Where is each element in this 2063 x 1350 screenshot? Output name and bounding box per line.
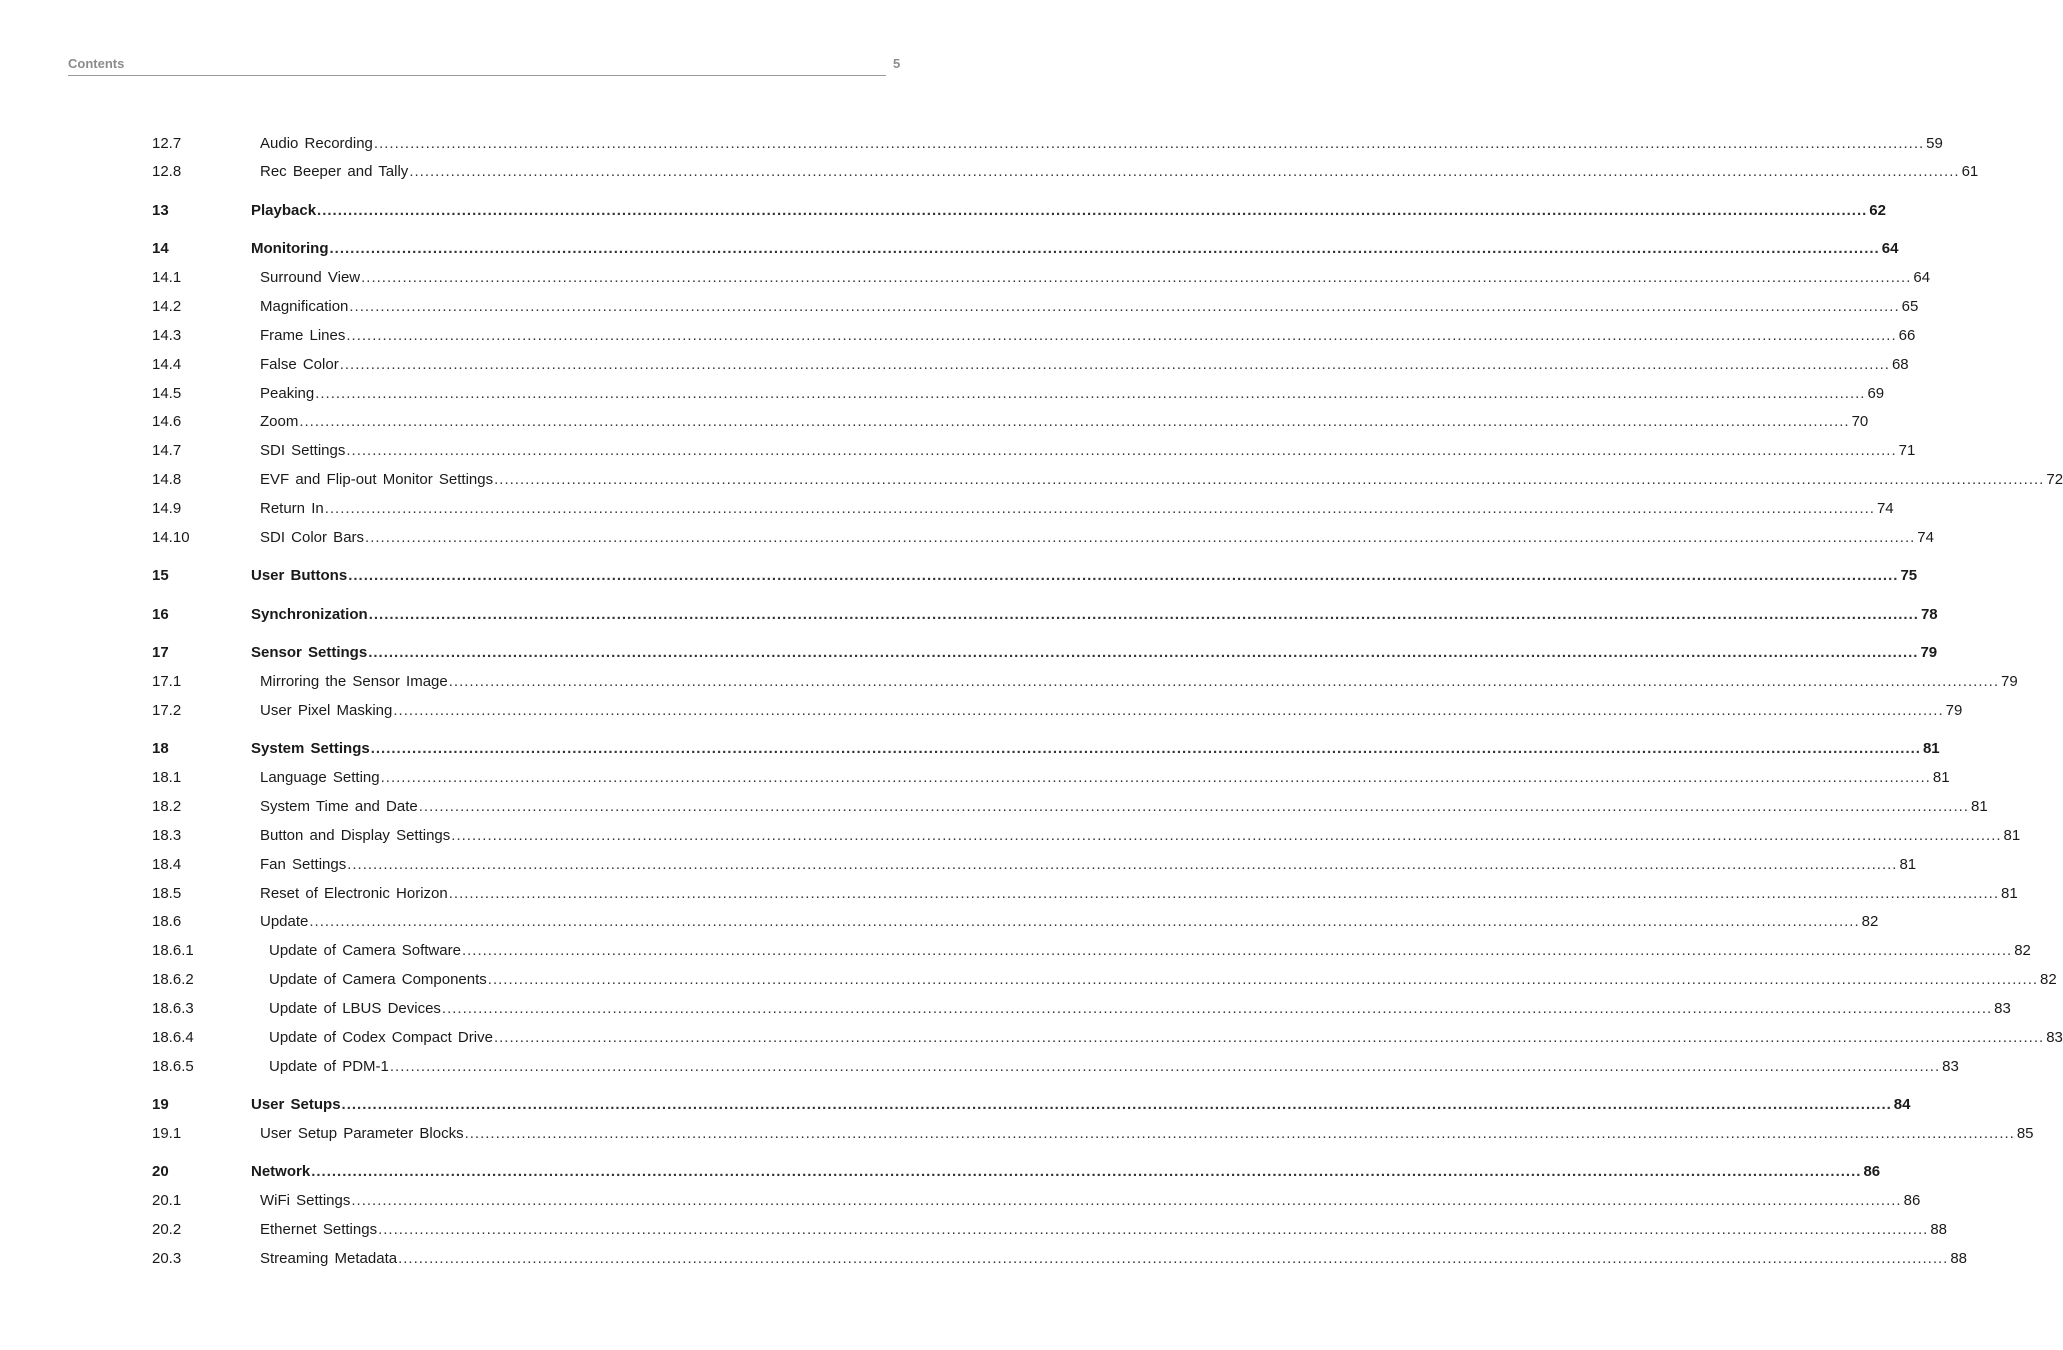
toc-entry-title: Update of PDM-1 — [269, 1058, 389, 1075]
toc-chapter-entry[interactable] — [152, 201, 1886, 221]
toc-section-entry[interactable] — [152, 134, 1943, 154]
toc-entry-number: 18.6.1 — [152, 942, 194, 959]
toc-section-entry[interactable] — [152, 384, 1885, 404]
toc-dot-leader: ............................................................................................................................................................................................................................................................................................................ — [348, 567, 1899, 584]
toc-entry-number: 14.3 — [152, 327, 182, 344]
toc-section-entry[interactable] — [152, 1124, 2034, 1144]
toc-entry-title: Peaking — [260, 385, 315, 402]
toc-entry-title: System Time and Date — [260, 798, 418, 815]
toc-dot-leader: ............................................................................................................................................................................................................................................................................................................ — [329, 240, 1880, 257]
toc-entry-page: 81 — [1899, 856, 1917, 873]
toc-entry-number: 14.8 — [152, 471, 182, 488]
toc-entry-link[interactable] — [260, 441, 1916, 461]
toc-dot-leader: ............................................................................................................................................................................................................................................................................................................ — [487, 971, 2039, 988]
toc-entry-link[interactable] — [260, 1220, 1948, 1240]
toc-section-entry[interactable] — [152, 970, 2057, 990]
toc-entry-number: 19.1 — [152, 1125, 182, 1142]
toc-entry-title: Playback — [251, 202, 317, 219]
toc-entry-page: 86 — [1863, 1163, 1881, 1180]
toc-entry-number: 17.2 — [152, 702, 182, 719]
toc-entry-link[interactable] — [260, 701, 1963, 721]
toc-entry-link[interactable] — [260, 297, 1919, 317]
toc-entry-page: 66 — [1898, 327, 1916, 344]
toc-entry-page: 62 — [1869, 202, 1886, 219]
toc-dot-leader: ............................................................................................................................................................................................................................................................................................................ — [361, 269, 1912, 286]
toc-entry-title: User Setups — [251, 1096, 341, 1113]
toc-entry-title: Sensor Settings — [251, 644, 368, 661]
toc-entry-page: 81 — [1932, 769, 1950, 786]
toc-section-entry[interactable] — [152, 1028, 2063, 1048]
toc-entry-title: User Setup Parameter Blocks — [260, 1125, 464, 1142]
toc-entry-number: 18 — [152, 740, 169, 757]
toc-dot-leader: ............................................................................................................................................................................................................................................................................................................ — [341, 1096, 1892, 1113]
toc-section-entry[interactable] — [152, 162, 1979, 182]
toc-entry-page: 83 — [1994, 1000, 2011, 1017]
toc-entry-link[interactable] — [251, 1095, 1911, 1115]
toc-dot-leader: ............................................................................................................................................................................................................................................................................................................ — [380, 769, 1931, 786]
toc-dot-leader: ............................................................................................................................................................................................................................................................................................................ — [451, 827, 2002, 844]
toc-dot-leader: ............................................................................................................................................................................................................................................................................................................ — [365, 529, 1916, 546]
toc-dot-leader: ............................................................................................................................................................................................................................................................................................................ — [317, 202, 1868, 219]
toc-dot-leader: ............................................................................................................................................................................................................................................................................................................ — [368, 644, 1919, 661]
toc-entry-page: 74 — [1876, 500, 1894, 517]
toc-entry-number: 14.7 — [152, 442, 182, 459]
toc-entry-number: 18.1 — [152, 769, 182, 786]
toc-entry-number: 20.3 — [152, 1250, 182, 1267]
toc-entry-page: 86 — [1903, 1192, 1921, 1209]
toc-section-entry[interactable] — [152, 826, 2021, 846]
toc-entry-page: 82 — [2040, 971, 2057, 988]
toc-entry-title: Language Setting — [260, 769, 380, 786]
toc-entry-link[interactable] — [260, 528, 1934, 548]
toc-entry-link[interactable] — [269, 1028, 2063, 1048]
toc-entry-number: 18.3 — [152, 827, 182, 844]
toc-dot-leader: ............................................................................................................................................................................................................................................................................................................ — [373, 135, 1925, 152]
toc-entry-title: Rec Beeper and Tally — [260, 163, 409, 180]
toc-entry-number: 14.9 — [152, 500, 182, 517]
toc-entry-link[interactable] — [260, 412, 1869, 432]
toc-entry-link[interactable] — [251, 1162, 1881, 1182]
toc-entry-title: Return In — [260, 500, 324, 517]
toc-entry-page: 65 — [1901, 298, 1919, 315]
toc-entry-page: 69 — [1867, 385, 1885, 402]
toc-entry-page: 59 — [1926, 135, 1943, 152]
toc-entry-title: Update — [260, 913, 309, 930]
toc-entry-number: 17.1 — [152, 673, 182, 690]
toc-section-entry[interactable] — [152, 672, 2018, 692]
toc-entry-page: 88 — [1950, 1250, 1968, 1267]
toc-entry-link[interactable] — [269, 970, 2057, 990]
toc-entry-link[interactable] — [260, 768, 1950, 788]
toc-section-entry[interactable] — [152, 355, 1909, 375]
toc-section-entry[interactable] — [152, 326, 1916, 346]
toc-dot-leader: ............................................................................................................................................................................................................................................................................................................ — [493, 1029, 2045, 1046]
toc-dot-leader: ............................................................................................................................................................................................................................................................................................................ — [309, 913, 1860, 930]
toc-entry-page: 88 — [1930, 1221, 1948, 1238]
toc-entry-number: 20.2 — [152, 1221, 182, 1238]
toc-dot-leader: ............................................................................................................................................................................................................................................................................................................ — [378, 1221, 1929, 1238]
toc-entry-title: WiFi Settings — [260, 1192, 351, 1209]
toc-dot-leader: ............................................................................................................................................................................................................................................................................................................ — [494, 471, 2045, 488]
page-number: 5 — [893, 56, 901, 71]
toc-entry-number: 15 — [152, 567, 169, 584]
toc-entry-title: Surround View — [260, 269, 361, 286]
toc-section-entry[interactable] — [152, 999, 2011, 1019]
toc-entry-link[interactable] — [260, 134, 1943, 154]
toc-entry-link[interactable] — [251, 605, 1938, 625]
toc-entry-link[interactable] — [260, 797, 1988, 817]
toc-entry-page: 81 — [2001, 885, 2018, 902]
toc-entry-number: 20 — [152, 1163, 169, 1180]
toc-entry-page: 75 — [1900, 567, 1918, 584]
toc-entry-link[interactable] — [260, 1191, 1921, 1211]
toc-entry-page: 81 — [2003, 827, 2021, 844]
header-title: Contents — [68, 56, 125, 71]
toc-entry-page: 79 — [2001, 673, 2018, 690]
toc-dot-leader: ............................................................................................................................................................................................................................................................................................................ — [418, 798, 1969, 815]
toc-entry-page: 85 — [2016, 1125, 2034, 1142]
toc-section-entry[interactable] — [152, 1191, 1921, 1211]
toc-entry-number: 18.4 — [152, 856, 182, 873]
toc-entry-page: 83 — [1942, 1058, 1959, 1075]
toc-entry-link[interactable] — [260, 162, 1979, 182]
toc-section-entry[interactable] — [152, 1220, 1948, 1240]
toc-entry-title: Magnification — [260, 298, 349, 315]
toc-entry-title: Streaming Metadata — [260, 1250, 398, 1267]
toc-dot-leader: ............................................................................................................................................................................................................................................................................................................ — [448, 673, 1999, 690]
toc-entry-number: 14.2 — [152, 298, 182, 315]
toc-entry-number: 18.6 — [152, 913, 182, 930]
toc-entry-page: 74 — [1917, 529, 1934, 546]
toc-entry-number: 20.1 — [152, 1192, 182, 1209]
toc-section-entry[interactable] — [152, 1249, 1968, 1269]
toc-entry-title: Mirroring the Sensor Image — [260, 673, 448, 690]
toc-dot-leader: ............................................................................................................................................................................................................................................................................................................ — [346, 327, 1897, 344]
toc-entry-number: 17 — [152, 644, 169, 661]
toc-entry-number: 14 — [152, 240, 169, 257]
toc-entry-link[interactable] — [260, 826, 2021, 846]
toc-entry-link[interactable] — [260, 470, 2063, 490]
toc-dot-leader: ............................................................................................................................................................................................................................................................................................................ — [324, 500, 1875, 517]
toc-entry-page: 83 — [2046, 1029, 2063, 1046]
toc-entry-page: 71 — [1898, 442, 1916, 459]
toc-section-entry[interactable] — [152, 441, 1916, 461]
toc-entry-link[interactable] — [251, 643, 1938, 663]
toc-entry-page: 84 — [1893, 1096, 1911, 1113]
toc-entry-title: SDI Settings — [260, 442, 346, 459]
toc-section-entry[interactable] — [152, 528, 1934, 548]
toc-chapter-entry[interactable] — [152, 1095, 1911, 1115]
toc-chapter-entry[interactable] — [152, 643, 1938, 663]
toc-entry-title: Frame Lines — [260, 327, 346, 344]
toc-chapter-entry[interactable] — [152, 1162, 1881, 1182]
toc-entry-link[interactable] — [251, 201, 1886, 221]
toc-entry-page: 82 — [2014, 942, 2031, 959]
toc-entry-title: EVF and Flip-out Monitor Settings — [260, 471, 494, 488]
toc-section-entry[interactable] — [152, 941, 2031, 961]
toc-dot-leader: ............................................................................................................................................................................................................................................................................................................ — [409, 163, 1960, 180]
toc-entry-number: 12.8 — [152, 163, 182, 180]
toc-entry-title: Reset of Electronic Horizon — [260, 885, 448, 902]
toc-entry-page: 81 — [1970, 798, 1988, 815]
toc-entry-title: User Buttons — [251, 567, 348, 584]
toc-section-entry[interactable] — [152, 1057, 1959, 1077]
toc-dot-leader: ............................................................................................................................................................................................................................................................................................................ — [339, 356, 1890, 373]
toc-entry-number: 19 — [152, 1096, 169, 1113]
toc-entry-title: Network — [251, 1163, 311, 1180]
toc-dot-leader: ............................................................................................................................................................................................................................................................................................................ — [368, 606, 1919, 623]
toc-section-entry[interactable] — [152, 884, 2018, 904]
toc-entry-title: Audio Recording — [260, 135, 373, 152]
toc-chapter-entry[interactable] — [152, 239, 1899, 259]
toc-dot-leader: ............................................................................................................................................................................................................................................................................................................ — [351, 1192, 1902, 1209]
toc-entry-link[interactable] — [260, 855, 1917, 875]
toc-entry-link[interactable] — [251, 739, 1940, 759]
toc-entry-link[interactable] — [260, 384, 1885, 404]
toc-entry-link[interactable] — [269, 999, 2011, 1019]
toc-section-entry[interactable] — [152, 268, 1931, 288]
toc-section-entry[interactable] — [152, 912, 1879, 932]
toc-entry-number: 18.5 — [152, 885, 182, 902]
toc-entry-link[interactable] — [269, 1057, 1959, 1077]
toc-dot-leader: ............................................................................................................................................................................................................................................................................................................ — [448, 885, 1999, 902]
toc-section-entry[interactable] — [152, 412, 1869, 432]
toc-dot-leader: ............................................................................................................................................................................................................................................................................................................ — [346, 442, 1897, 459]
toc-entry-link[interactable] — [269, 941, 2031, 961]
toc-entry-page: 79 — [1945, 702, 1963, 719]
toc-entry-link[interactable] — [260, 326, 1916, 346]
toc-entry-page: 81 — [1922, 740, 1940, 757]
toc-entry-page: 64 — [1913, 269, 1931, 286]
toc-entry-link[interactable] — [260, 499, 1894, 519]
toc-section-entry[interactable] — [152, 297, 1919, 317]
toc-entry-title: User Pixel Masking — [260, 702, 393, 719]
toc-dot-leader: ............................................................................................................................................................................................................................................................................................................ — [349, 298, 1900, 315]
toc-chapter-entry[interactable] — [152, 739, 1940, 759]
toc-chapter-entry[interactable] — [152, 605, 1938, 625]
toc-entry-title: Update of Codex Compact Drive — [269, 1029, 493, 1046]
toc-entry-link[interactable] — [260, 672, 2018, 692]
toc-entry-number: 13 — [152, 202, 169, 219]
toc-entry-page: 72 — [2046, 471, 2063, 488]
toc-entry-page: 64 — [1881, 240, 1899, 257]
toc-dot-leader: ............................................................................................................................................................................................................................................................................................................ — [389, 1058, 1941, 1075]
toc-entry-number: 14.10 — [152, 529, 190, 546]
toc-entry-page: 79 — [1920, 644, 1938, 661]
toc-entry-page: 61 — [1961, 163, 1979, 180]
toc-entry-title: SDI Color Bars — [260, 529, 365, 546]
toc-entry-link[interactable] — [260, 1124, 2034, 1144]
toc-entry-title: Update of Camera Components — [269, 971, 487, 988]
toc-entry-page: 78 — [1920, 606, 1938, 623]
toc-entry-title: Monitoring — [251, 240, 329, 257]
toc-entry-title: Update of LBUS Devices — [269, 1000, 441, 1017]
toc-entry-page: 82 — [1861, 913, 1879, 930]
toc-section-entry[interactable] — [152, 701, 1963, 721]
toc-entry-number: 18.6.2 — [152, 971, 194, 988]
toc-entry-number: 14.1 — [152, 269, 182, 286]
toc-dot-leader: ............................................................................................................................................................................................................................................................................................................ — [441, 1000, 1993, 1017]
toc-entry-title: Button and Display Settings — [260, 827, 451, 844]
toc-dot-leader: ............................................................................................................................................................................................................................................................................................................ — [347, 856, 1898, 873]
toc-entry-number: 16 — [152, 606, 169, 623]
toc-dot-leader: ............................................................................................................................................................................................................................................................................................................ — [461, 942, 2013, 959]
toc-section-entry[interactable] — [152, 768, 1950, 788]
toc-entry-title: Ethernet Settings — [260, 1221, 378, 1238]
toc-entry-link[interactable] — [251, 566, 1918, 586]
toc-entry-number: 14.5 — [152, 385, 182, 402]
toc-entry-title: False Color — [260, 356, 339, 373]
toc-entry-number: 14.6 — [152, 413, 182, 430]
toc-entry-title: Synchronization — [251, 606, 368, 623]
toc-entry-link[interactable] — [260, 884, 2018, 904]
toc-dot-leader: ............................................................................................................................................................................................................................................................................................................ — [393, 702, 1944, 719]
toc-entry-link[interactable] — [260, 1249, 1968, 1269]
toc-entry-link[interactable] — [260, 912, 1879, 932]
toc-entry-number: 18.6.3 — [152, 1000, 194, 1017]
toc-entry-page: 68 — [1891, 356, 1909, 373]
toc-entry-number: 12.7 — [152, 135, 182, 152]
toc-entry-number: 18.6.5 — [152, 1058, 194, 1075]
toc-section-entry[interactable] — [152, 499, 1894, 519]
toc-entry-number: 14.4 — [152, 356, 182, 373]
toc-entry-link[interactable] — [260, 355, 1909, 375]
toc-dot-leader: ............................................................................................................................................................................................................................................................................................................ — [311, 1163, 1862, 1180]
toc-entry-title: Fan Settings — [260, 856, 347, 873]
toc-dot-leader: ............................................................................................................................................................................................................................................................................................................ — [464, 1125, 2015, 1142]
toc-section-entry[interactable] — [152, 470, 2063, 490]
toc-chapter-entry[interactable] — [152, 566, 1918, 586]
toc-entry-link[interactable] — [260, 268, 1931, 288]
toc-entry-page: 70 — [1851, 413, 1869, 430]
toc-dot-leader: ............................................................................................................................................................................................................................................................................................................ — [398, 1250, 1949, 1267]
toc-section-entry[interactable] — [152, 797, 1988, 817]
toc-dot-leader: ............................................................................................................................................................................................................................................................................................................ — [299, 413, 1850, 430]
toc-section-entry[interactable] — [152, 855, 1917, 875]
toc-entry-number: 18.6.4 — [152, 1029, 194, 1046]
toc-entry-number: 18.2 — [152, 798, 182, 815]
toc-entry-title: Zoom — [260, 413, 299, 430]
toc-entry-title: System Settings — [251, 740, 370, 757]
toc-entry-title: Update of Camera Software — [269, 942, 461, 959]
toc-dot-leader: ............................................................................................................................................................................................................................................................................................................ — [370, 740, 1921, 757]
toc-dot-leader: ............................................................................................................................................................................................................................................................................................................ — [315, 385, 1866, 402]
toc-entry-link[interactable] — [251, 239, 1899, 259]
